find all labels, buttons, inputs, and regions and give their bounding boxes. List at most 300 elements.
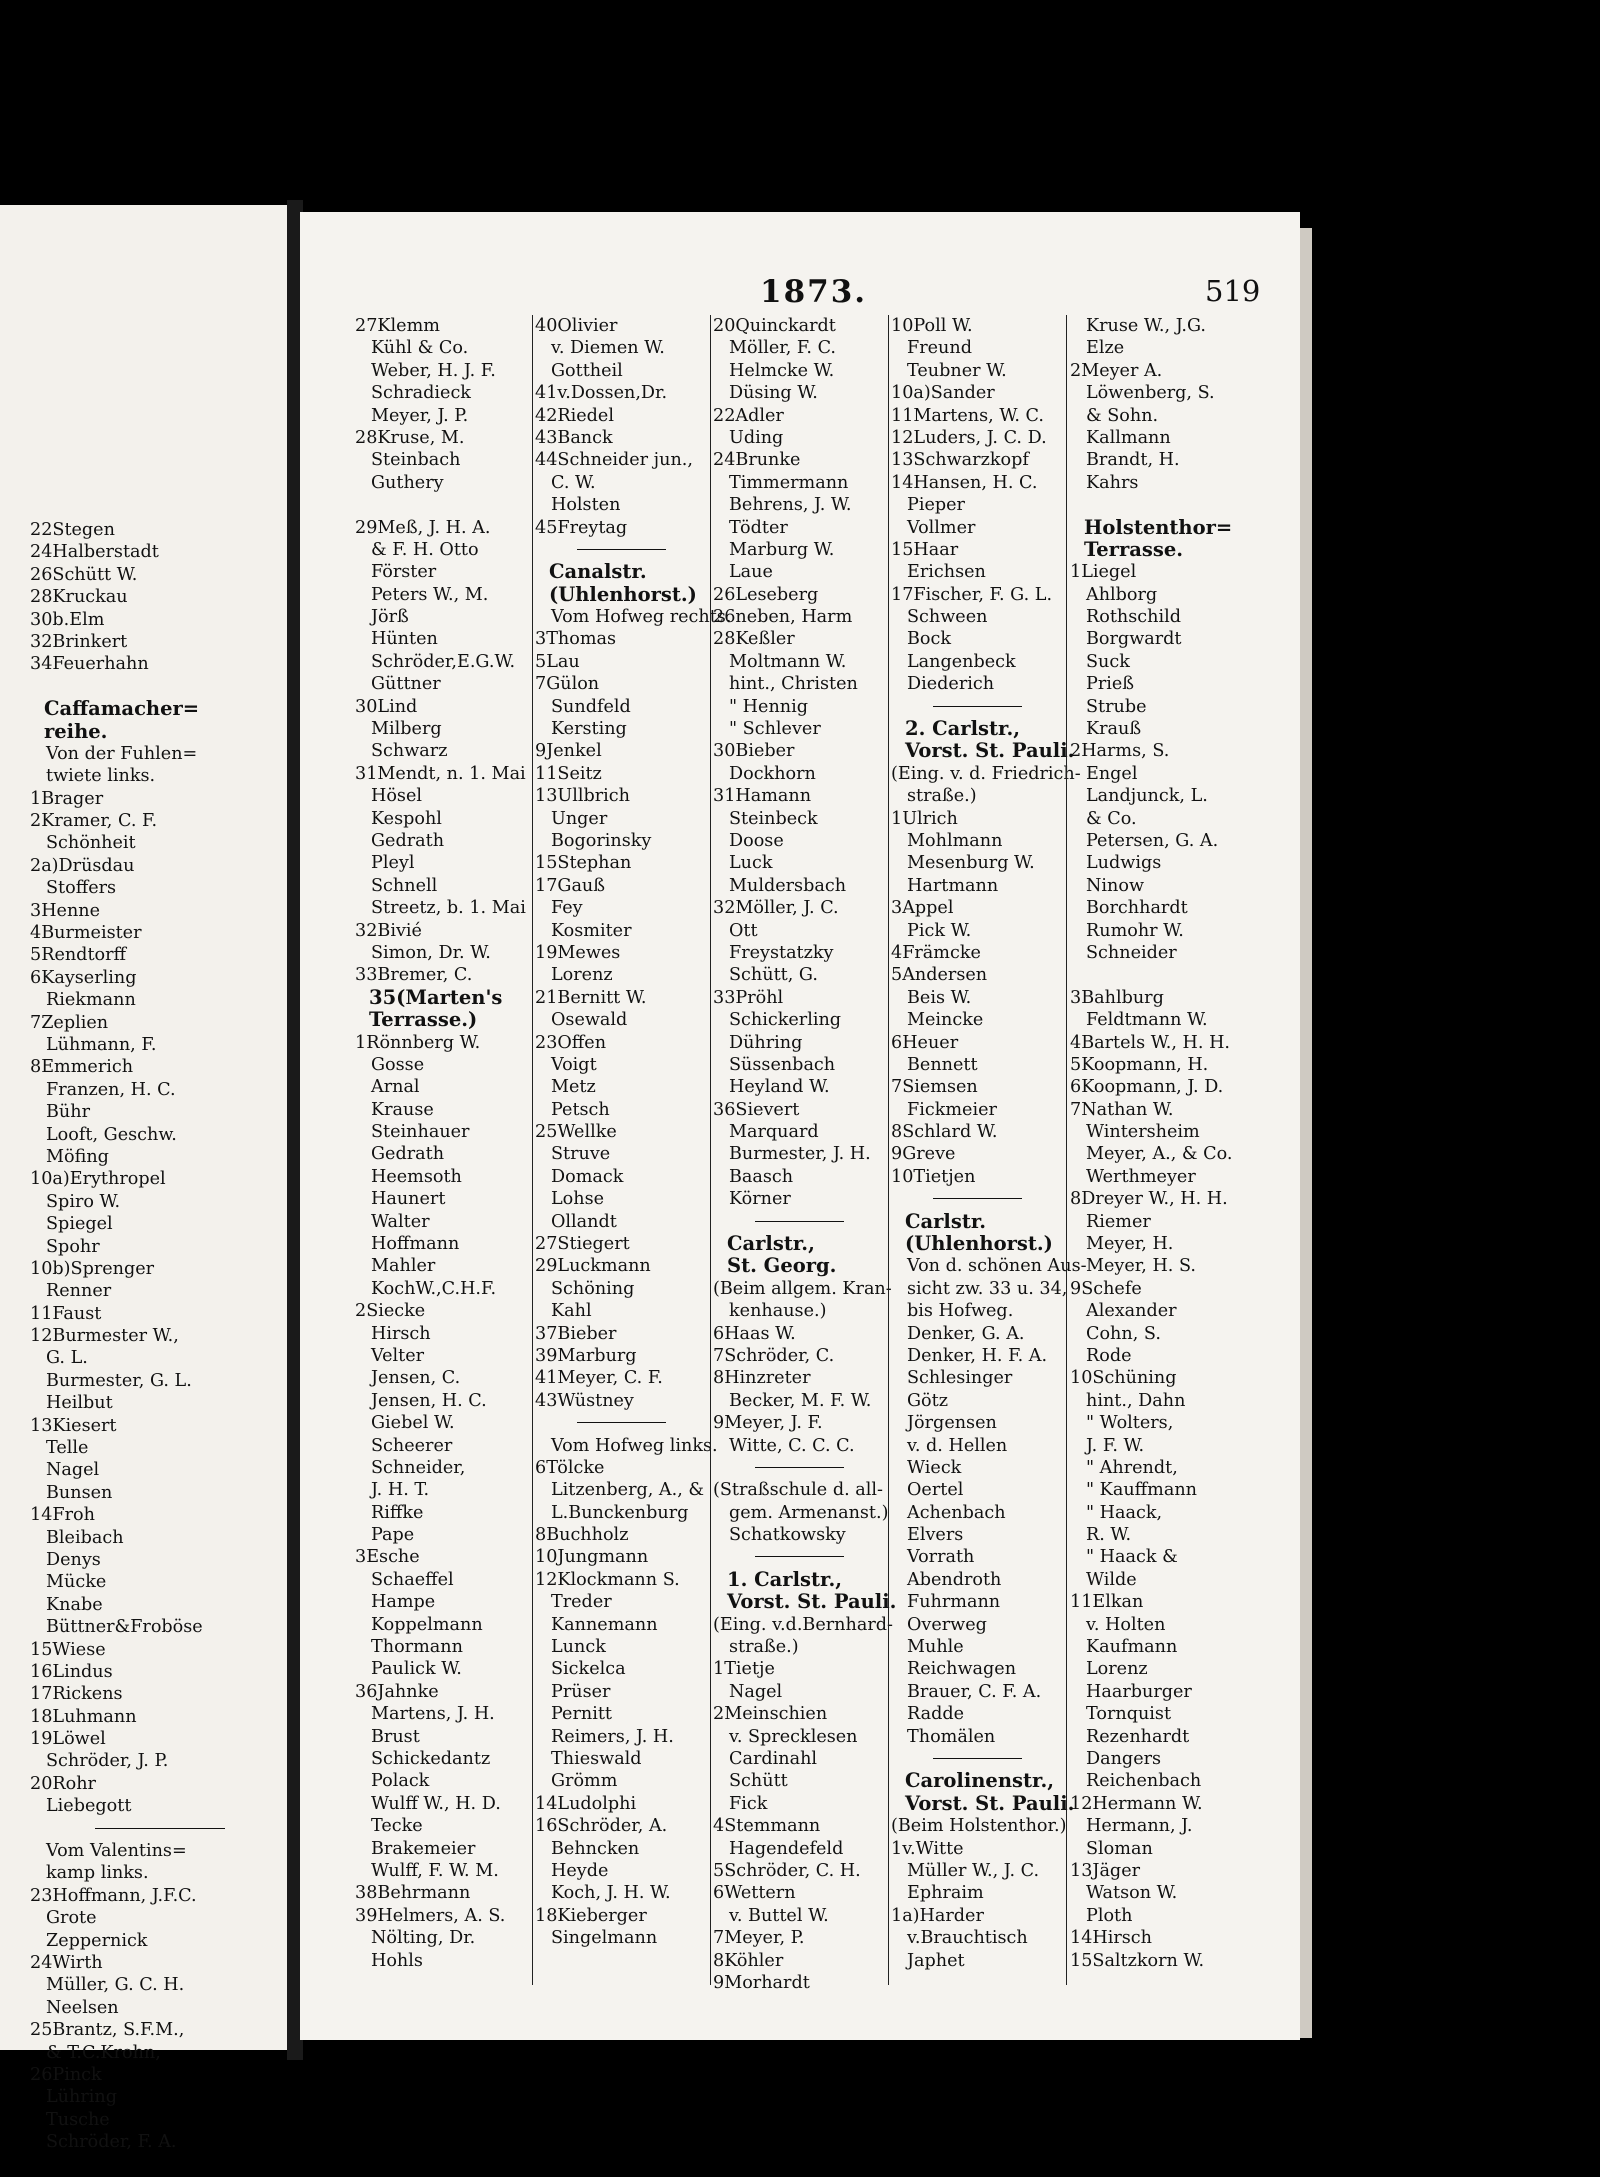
column-2 bbox=[535, 315, 732, 1950]
directory-entry: Möller, F. C. bbox=[729, 338, 837, 359]
directory-entry: 11Seitz bbox=[535, 763, 602, 784]
directory-entry: Beis W. bbox=[907, 987, 972, 1008]
directory-entry: Grömm bbox=[551, 1771, 618, 1792]
directory-entry: 6Kayserling bbox=[30, 967, 137, 988]
directory-entry: 40Olivier bbox=[535, 316, 618, 336]
street-heading: Vorst. St. Pauli. bbox=[905, 739, 1075, 763]
directory-entry: 3Bahlburg bbox=[1070, 987, 1164, 1008]
directory-entry: 27Klemm bbox=[355, 316, 440, 336]
directory-entry: 21Bernitt W. bbox=[535, 987, 647, 1008]
directory-entry: Telle bbox=[46, 1438, 89, 1459]
directory-entry: R. W. bbox=[1086, 1525, 1132, 1546]
directory-entry: 8Köhler bbox=[713, 1950, 784, 1971]
directory-entry: Lühring bbox=[46, 2087, 117, 2108]
directory-entry: Kersting bbox=[551, 719, 627, 740]
directory-entry: Thomälen bbox=[907, 1726, 996, 1747]
directory-entry: & T.C.Krohn, bbox=[46, 2042, 161, 2063]
directory-entry: 15Haar bbox=[891, 539, 959, 560]
street-heading: Vorst. St. Pauli. bbox=[727, 1590, 897, 1614]
directory-entry: 17Gauß bbox=[535, 875, 606, 896]
directory-entry: Baasch bbox=[729, 1166, 794, 1187]
directory-entry: Ollandt bbox=[551, 1211, 617, 1232]
page-number: 519 bbox=[1205, 274, 1261, 308]
directory-entry bbox=[355, 494, 523, 516]
directory-entry: 10Jungmann bbox=[535, 1547, 649, 1568]
directory-entry: Vollmer bbox=[907, 517, 976, 538]
directory-entry: 18Kieberger bbox=[535, 1905, 647, 1926]
directory-entry: Petsch bbox=[551, 1099, 610, 1120]
column-divider bbox=[710, 315, 711, 1985]
directory-entry: Dühring bbox=[729, 1032, 803, 1053]
directory-entry: 10Poll W. bbox=[891, 316, 973, 336]
directory-entry: 1Liegel bbox=[1070, 562, 1137, 583]
directory-entry: 4Stemmann bbox=[713, 1816, 821, 1837]
directory-entry: " Kauffmann bbox=[1086, 1480, 1197, 1501]
directory-entry: Arnal bbox=[371, 1077, 420, 1098]
street-heading: Carlstr. bbox=[905, 1209, 987, 1233]
street-heading: Carolinenstr., bbox=[905, 1769, 1055, 1793]
directory-entry: Neelsen bbox=[46, 1997, 119, 2018]
directory-entry: Laue bbox=[729, 562, 773, 583]
directory-entry: Hohls bbox=[371, 1950, 423, 1971]
directory-entry: Meyer, J. P. bbox=[371, 405, 469, 426]
directory-entry: Denys bbox=[46, 1549, 101, 1570]
directory-entry: Rumohr W. bbox=[1086, 920, 1184, 941]
directory-entry: Kosmiter bbox=[551, 920, 632, 941]
directory-entry: 44Schneider jun., bbox=[535, 450, 693, 471]
directory-entry: Simon, Dr. W. bbox=[371, 942, 491, 963]
directory-entry: Heilbut bbox=[46, 1393, 113, 1414]
directory-entry: Gottheil bbox=[551, 360, 623, 381]
directory-entry: Japhet bbox=[907, 1950, 965, 1971]
directory-entry: Haunert bbox=[371, 1189, 446, 1210]
directory-entry: Paulick W. bbox=[371, 1659, 462, 1680]
directory-entry: Bühr bbox=[46, 1102, 91, 1123]
directory-entry: Hösel bbox=[371, 786, 423, 807]
directory-entry: Steinhauer bbox=[371, 1122, 470, 1143]
directory-entry: Stoffers bbox=[46, 878, 117, 899]
directory-entry: 34Feuerhahn bbox=[30, 654, 149, 675]
street-heading: Carlstr., bbox=[727, 1232, 815, 1256]
directory-entry: Werthmeyer bbox=[1086, 1166, 1196, 1187]
directory-entry: 10a)Erythropel bbox=[30, 1169, 166, 1190]
directory-entry: Timmermann bbox=[729, 472, 849, 493]
directory-entry: bis Hofweg. bbox=[907, 1301, 1014, 1322]
directory-entry: 13Jäger bbox=[1070, 1860, 1141, 1881]
directory-entry: 26Pinck bbox=[30, 2064, 102, 2085]
directory-entry: Wulff W., H. D. bbox=[371, 1793, 501, 1814]
directory-entry: 8Emmerich bbox=[30, 1057, 134, 1078]
directory-entry: " Haack, bbox=[1086, 1502, 1163, 1523]
directory-entry: Vom Hofweg links. bbox=[551, 1435, 718, 1456]
directory-entry: Bock bbox=[907, 629, 952, 650]
directory-entry: Voigt bbox=[551, 1054, 597, 1075]
directory-entry: J. H. T. bbox=[371, 1480, 430, 1501]
directory-entry: Gedrath bbox=[371, 830, 445, 851]
directory-entry: Tusche bbox=[46, 2109, 110, 2130]
street-heading: (Uhlenhorst.) bbox=[549, 582, 697, 606]
directory-entry: 30Bieber bbox=[713, 741, 795, 762]
directory-entry: Tornquist bbox=[1086, 1704, 1172, 1725]
directory-entry: " Schlever bbox=[729, 719, 821, 740]
directory-entry: Reimers, J. H. bbox=[551, 1726, 674, 1747]
directory-entry: Nagel bbox=[46, 1460, 100, 1481]
directory-entry: Elvers bbox=[907, 1525, 964, 1546]
directory-entry: Kahrs bbox=[1086, 472, 1139, 493]
directory-entry bbox=[1070, 964, 1238, 986]
directory-entry: Langenbeck bbox=[907, 651, 1016, 672]
directory-entry: 15Wiese bbox=[30, 1639, 106, 1660]
directory-entry: Kespohl bbox=[371, 808, 442, 829]
directory-entry: 22Stegen bbox=[30, 520, 115, 540]
directory-entry: 16Lindus bbox=[30, 1661, 113, 1682]
directory-entry: 1Brager bbox=[30, 788, 104, 809]
directory-entry: Meincke bbox=[907, 1010, 984, 1031]
directory-entry: Kühl & Co. bbox=[371, 338, 469, 359]
directory-entry: 18Luhmann bbox=[30, 1706, 137, 1727]
directory-entry: Körner bbox=[729, 1189, 791, 1210]
street-heading: 35(Marten's bbox=[369, 985, 503, 1009]
directory-entry: Schnell bbox=[371, 875, 438, 896]
directory-entry: Riemer bbox=[1086, 1211, 1151, 1232]
directory-entry: 28Kruse, M. bbox=[355, 427, 465, 448]
directory-entry: 11Elkan bbox=[1070, 1592, 1144, 1613]
page-edge bbox=[1300, 228, 1312, 2038]
directory-entry: Vom Valentins= bbox=[46, 1841, 187, 1862]
directory-entry: Hirsch bbox=[371, 1323, 431, 1344]
directory-entry: Bogorinsky bbox=[551, 830, 652, 851]
directory-entry: " Haack & bbox=[1086, 1547, 1178, 1568]
directory-entry: 32Möller, J. C. bbox=[713, 898, 839, 919]
directory-entry: Schwarz bbox=[371, 741, 448, 762]
directory-entry: Weber, H. J. F. bbox=[371, 360, 496, 381]
directory-entry: 12Hermann W. bbox=[1070, 1793, 1203, 1814]
directory-entry: 5Rendtorff bbox=[30, 945, 127, 966]
directory-entry: Kahl bbox=[551, 1301, 592, 1322]
directory-entry: 13Kiesert bbox=[30, 1415, 117, 1436]
directory-entry: sicht zw. 33 u. 34, bbox=[907, 1278, 1068, 1299]
directory-entry: hint., Christen bbox=[729, 674, 858, 695]
directory-entry: Sickelca bbox=[551, 1659, 626, 1680]
directory-entry: 22Adler bbox=[713, 405, 784, 426]
directory-entry: 8Schlard W. bbox=[891, 1122, 998, 1143]
directory-entry: Pape bbox=[371, 1525, 415, 1546]
directory-entry: Knabe bbox=[46, 1594, 103, 1615]
directory-entry: 24Halberstadt bbox=[30, 542, 159, 563]
section-rule bbox=[713, 1211, 881, 1233]
directory-entry: Prieß bbox=[1086, 674, 1135, 695]
directory-entry: Heyde bbox=[551, 1860, 609, 1881]
directory-entry: 8Dreyer W., H. H. bbox=[1070, 1189, 1228, 1210]
directory-entry: G. L. bbox=[46, 1348, 88, 1369]
directory-entry: Holsten bbox=[551, 495, 621, 516]
directory-entry: Metz bbox=[551, 1077, 596, 1098]
directory-entry: " Wolters, bbox=[1086, 1413, 1174, 1434]
directory-entry: Luck bbox=[729, 853, 773, 874]
directory-entry: 20Quinckardt bbox=[713, 316, 836, 336]
directory-page bbox=[300, 212, 1300, 2040]
directory-entry: Pernitt bbox=[551, 1704, 612, 1725]
directory-entry: Förster bbox=[371, 562, 437, 583]
street-heading: 1. Carlstr., bbox=[727, 1567, 843, 1591]
directory-entry: 10a)Sander bbox=[891, 383, 995, 404]
directory-entry: 9Meyer, J. F. bbox=[713, 1413, 823, 1434]
directory-entry: Brakemeier bbox=[371, 1838, 476, 1859]
directory-entry: 26Leseberg bbox=[713, 584, 819, 605]
directory-entry: KochW.,C.H.F. bbox=[371, 1278, 497, 1299]
directory-entry bbox=[30, 676, 290, 698]
directory-entry: Jensen, H. C. bbox=[371, 1390, 487, 1411]
directory-entry: Polack bbox=[371, 1771, 430, 1792]
directory-entry: Denker, G. A. bbox=[907, 1323, 1025, 1344]
directory-entry: (Eing. v.d.Bernhard- bbox=[713, 1614, 893, 1635]
directory-entry: Reichwagen bbox=[907, 1659, 1017, 1680]
directory-entry: 43Wüstney bbox=[535, 1390, 634, 1411]
directory-entry: Lunck bbox=[551, 1637, 606, 1658]
directory-entry: 24Wirth bbox=[30, 1953, 103, 1973]
directory-entry: 30b.Elm bbox=[30, 609, 105, 630]
directory-entry: Achenbach bbox=[907, 1502, 1006, 1523]
directory-entry: 12Klockmann S. bbox=[535, 1569, 680, 1590]
directory-entry: Jörß bbox=[371, 607, 409, 628]
directory-entry: 31Hamann bbox=[713, 786, 812, 807]
left-page-fragment bbox=[0, 205, 290, 2153]
left-page-column bbox=[30, 519, 290, 2154]
directory-entry: v. Buttel W. bbox=[729, 1905, 829, 1926]
directory-entry: Schaeffel bbox=[371, 1569, 454, 1590]
directory-entry: 6Heuer bbox=[891, 1032, 959, 1053]
directory-entry: Pleyl bbox=[371, 853, 415, 874]
directory-entry: Brandt, H. bbox=[1086, 450, 1180, 471]
directory-entry: Unger bbox=[551, 808, 608, 829]
directory-entry: 28Keßler bbox=[713, 629, 795, 650]
street-heading: Holstenthor= bbox=[1084, 515, 1233, 539]
directory-entry: 6Tölcke bbox=[535, 1457, 605, 1478]
directory-entry: 25Brantz, S.F.M., bbox=[30, 2020, 185, 2041]
directory-entry: 19Mewes bbox=[535, 942, 621, 963]
directory-entry: Struve bbox=[551, 1144, 611, 1165]
directory-entry: Ninow bbox=[1086, 875, 1145, 896]
directory-entry: 28Kruckau bbox=[30, 587, 128, 608]
directory-entry: Fey bbox=[551, 898, 583, 919]
directory-entry: Singelmann bbox=[551, 1928, 658, 1949]
directory-entry: Bennett bbox=[907, 1054, 978, 1075]
directory-entry: Mohlmann bbox=[907, 830, 1003, 851]
directory-entry: Pieper bbox=[907, 495, 965, 516]
directory-entry: 8Buchholz bbox=[535, 1525, 629, 1546]
directory-entry: v.Brauchtisch bbox=[907, 1928, 1028, 1949]
directory-entry: 7Nathan W. bbox=[1070, 1099, 1174, 1120]
directory-entry: Meyer, A., & Co. bbox=[1086, 1144, 1233, 1165]
directory-entry: Schütt, G. bbox=[729, 965, 818, 986]
directory-entry: Guthery bbox=[371, 472, 444, 493]
directory-entry: Martens, J. H. bbox=[371, 1704, 495, 1725]
directory-entry: v. Diemen W. bbox=[551, 338, 665, 359]
directory-entry: Looft, Geschw. bbox=[46, 1124, 177, 1145]
directory-entry: 33Bremer, C. bbox=[355, 965, 473, 986]
directory-entry: Schickedantz bbox=[371, 1749, 491, 1769]
directory-entry: Doose bbox=[729, 830, 784, 851]
directory-entry: 5Andersen bbox=[891, 965, 988, 986]
directory-entry: 43Banck bbox=[535, 427, 613, 448]
directory-entry: 17Fischer, F. G. L. bbox=[891, 584, 1053, 605]
directory-entry: Kaufmann bbox=[1086, 1637, 1178, 1658]
directory-entry: Witte, C. C. C. bbox=[729, 1435, 855, 1456]
directory-entry: Cohn, S. bbox=[1086, 1323, 1161, 1344]
directory-entry: 9Morhardt bbox=[713, 1972, 810, 1993]
directory-entry: Schlesinger bbox=[907, 1368, 1013, 1389]
directory-entry: 39Helmers, A. S. bbox=[355, 1905, 506, 1926]
directory-entry: 2Meinschien bbox=[713, 1704, 828, 1725]
directory-entry: Von d. schönen Aus- bbox=[907, 1256, 1087, 1277]
directory-entry: Koppelmann bbox=[371, 1614, 483, 1635]
directory-entry: 14Hansen, H. C. bbox=[891, 472, 1038, 493]
directory-entry: J. F. W. bbox=[1086, 1435, 1145, 1456]
directory-entry: v. Sprecklesen bbox=[729, 1726, 858, 1747]
directory-entry: Suck bbox=[1086, 651, 1130, 672]
directory-entry: Fuhrmann bbox=[907, 1592, 1001, 1613]
directory-entry: Kruse W., J.G. bbox=[1086, 316, 1207, 336]
street-heading: 2. Carlstr., bbox=[905, 717, 1021, 741]
directory-entry: Franzen, H. C. bbox=[46, 1079, 176, 1100]
directory-entry: twiete links. bbox=[46, 766, 156, 787]
directory-entry: 15Stephan bbox=[535, 853, 632, 874]
directory-entry: v. d. Hellen bbox=[907, 1435, 1008, 1456]
directory-entry: C. W. bbox=[551, 472, 596, 493]
directory-entry: Scheerer bbox=[371, 1435, 453, 1456]
directory-entry: Hoffmann bbox=[371, 1234, 460, 1255]
directory-entry: 7Siemsen bbox=[891, 1077, 978, 1098]
directory-entry: Feldtmann W. bbox=[1086, 1010, 1208, 1031]
directory-entry: Rothschild bbox=[1086, 607, 1181, 628]
directory-entry: Bleibach bbox=[46, 1527, 124, 1548]
directory-entry: 7Zeplien bbox=[30, 1012, 109, 1033]
directory-entry: 10Schüning bbox=[1070, 1368, 1177, 1389]
directory-entry: Steinbeck bbox=[729, 808, 818, 829]
directory-entry: Lohse bbox=[551, 1189, 605, 1210]
directory-entry: 39Marburg bbox=[535, 1345, 637, 1366]
directory-entry: Cardinahl bbox=[729, 1749, 818, 1769]
directory-entry: Löwenberg, S. bbox=[1086, 383, 1215, 404]
directory-entry: Brauer, C. F. A. bbox=[907, 1681, 1042, 1702]
directory-entry: 14Ludolphi bbox=[535, 1793, 637, 1814]
directory-entry: 12Burmester W., bbox=[30, 1326, 179, 1347]
directory-entry: 30Lind bbox=[355, 696, 418, 717]
section-rule bbox=[891, 1188, 1059, 1210]
directory-entry: Schütt bbox=[729, 1771, 788, 1792]
directory-entry: Elze bbox=[1086, 338, 1125, 359]
directory-entry: 36Jahnke bbox=[355, 1681, 439, 1702]
directory-entry: Strube bbox=[1086, 696, 1147, 717]
directory-entry: 14Froh bbox=[30, 1505, 95, 1526]
directory-entry: Nagel bbox=[729, 1681, 783, 1702]
directory-entry: 3Esche bbox=[355, 1547, 420, 1568]
directory-entry: 6Wettern bbox=[713, 1883, 796, 1904]
directory-entry: 17Rickens bbox=[30, 1684, 123, 1705]
directory-entry: 3Henne bbox=[30, 900, 101, 921]
directory-entry: Mücke bbox=[46, 1572, 107, 1593]
directory-entry: 11Faust bbox=[30, 1303, 102, 1324]
directory-entry: & Sohn. bbox=[1086, 405, 1159, 426]
directory-entry: Marquard bbox=[729, 1122, 819, 1143]
directory-entry: 7Meyer, P. bbox=[713, 1928, 805, 1949]
directory-entry: Rezenhardt bbox=[1086, 1726, 1190, 1747]
column-5 bbox=[1070, 315, 1238, 1972]
directory-entry: 1a)Harder bbox=[891, 1905, 984, 1926]
directory-entry: Uding bbox=[729, 427, 784, 448]
directory-entry: Streetz, b. 1. Mai bbox=[371, 898, 526, 919]
directory-entry: 13Ullbrich bbox=[535, 786, 630, 807]
directory-entry: 33Pröhl bbox=[713, 987, 784, 1008]
directory-entry: Burmester, G. L. bbox=[46, 1370, 192, 1391]
directory-entry: v. Holten bbox=[1086, 1614, 1166, 1635]
directory-entry: 45Freytag bbox=[535, 517, 628, 538]
directory-entry: 41Meyer, C. F. bbox=[535, 1368, 663, 1389]
directory-entry: 6Koopmann, J. D. bbox=[1070, 1077, 1224, 1098]
directory-entry: Ploth bbox=[1086, 1905, 1133, 1926]
directory-entry: Kannemann bbox=[551, 1614, 658, 1635]
directory-entry: Peters W., M. bbox=[371, 584, 489, 605]
directory-entry: Möfing bbox=[46, 1146, 109, 1167]
directory-entry: straße.) bbox=[729, 1637, 799, 1658]
directory-entry: 27Stiegert bbox=[535, 1234, 630, 1255]
directory-entry: Jörgensen bbox=[907, 1413, 997, 1434]
directory-entry: Koch, J. H. W. bbox=[551, 1883, 671, 1904]
directory-entry: 31Mendt, n. 1. Mai bbox=[355, 763, 526, 784]
directory-entry: 2Kramer, C. F. bbox=[30, 811, 158, 832]
directory-entry: Alexander bbox=[1086, 1301, 1177, 1322]
directory-entry: Müller, G. C. H. bbox=[46, 1975, 185, 1996]
directory-entry: 23Hoffmann, J.F.C. bbox=[30, 1885, 197, 1906]
directory-entry: (Eing. v. d. Friedrich- bbox=[891, 763, 1081, 784]
directory-entry: Schröder, F. A. bbox=[46, 2132, 177, 2153]
directory-entry: 11Martens, W. C. bbox=[891, 405, 1044, 426]
directory-entry: 10Tietjen bbox=[891, 1166, 976, 1187]
directory-entry: Götz bbox=[907, 1390, 948, 1411]
directory-entry: Wintersheim bbox=[1086, 1122, 1200, 1143]
directory-entry: Ephraim bbox=[907, 1883, 984, 1904]
directory-entry: Güttner bbox=[371, 674, 441, 695]
directory-entry: Freund bbox=[907, 338, 972, 359]
directory-entry: 1v.Witte bbox=[891, 1838, 964, 1859]
directory-entry: 3Thomas bbox=[535, 629, 617, 650]
directory-entry: 5Schröder, C. H. bbox=[713, 1860, 861, 1881]
directory-entry: Schröder, J. P. bbox=[46, 1751, 169, 1772]
directory-entry: kenhause.) bbox=[729, 1301, 827, 1322]
directory-entry: L.Bunckenburg bbox=[551, 1502, 689, 1523]
directory-entry: Renner bbox=[46, 1281, 112, 1302]
directory-entry: (Beim allgem. Kran- bbox=[713, 1278, 892, 1299]
directory-entry: & Co. bbox=[1086, 808, 1137, 829]
directory-entry: Osewald bbox=[551, 1010, 628, 1031]
directory-entry: Tödter bbox=[729, 517, 788, 538]
directory-entry: (Beim Holstenthor.) bbox=[891, 1816, 1067, 1837]
directory-entry: 1Rönnberg W. bbox=[355, 1032, 481, 1053]
directory-entry: Diederich bbox=[907, 674, 995, 695]
directory-entry: Gosse bbox=[371, 1054, 425, 1075]
directory-entry: Tecke bbox=[371, 1816, 423, 1837]
directory-entry: Mesenburg W. bbox=[907, 853, 1035, 874]
directory-entry: 3Appel bbox=[891, 898, 954, 919]
directory-entry: Schween bbox=[907, 607, 988, 628]
directory-entry bbox=[1070, 494, 1238, 516]
directory-entry: Ludwigs bbox=[1086, 853, 1162, 874]
directory-entry: 29Meß, J. H. A. bbox=[355, 517, 491, 538]
directory-entry: 14Hirsch bbox=[1070, 1928, 1152, 1949]
directory-entry: 20Rohr bbox=[30, 1773, 96, 1794]
section-rule bbox=[30, 1818, 290, 1840]
directory-entry: 2Harms, S. bbox=[1070, 741, 1170, 762]
